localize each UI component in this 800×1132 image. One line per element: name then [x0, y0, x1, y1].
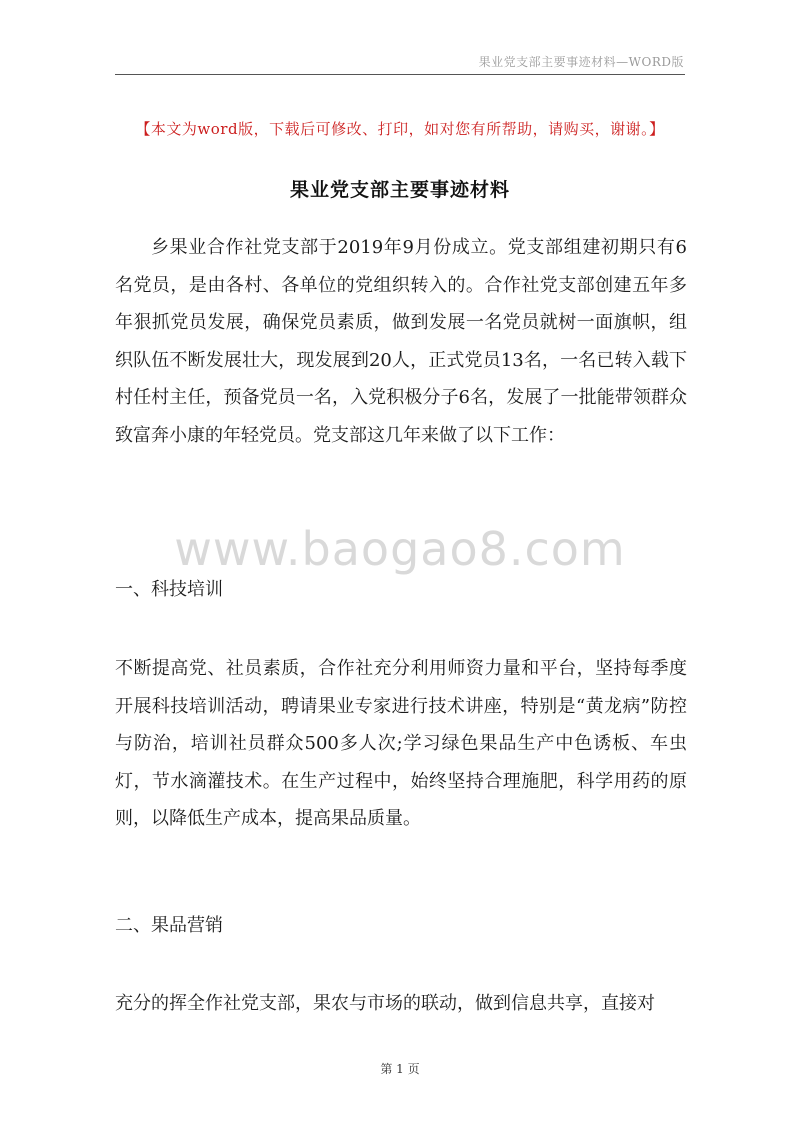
section-body-marketing [115, 985, 687, 1023]
training-text: 不断提高党、社员素质，合作社充分利用师资力量和平台，坚持每季度开展科技培训活动，聘请果业专家进行技术讲座，特别是“黄龙病”防控与防治，培训社员群众500多人次;学习绿色果品生产中色诱板、车虫灯，节水滴灌技术。在生产过程中，始终坚持合理施肥，科学用药的原则，以降低生产成本，提高果品质量。 [115, 658, 687, 829]
section-heading-training: 一、科技培训 [115, 579, 223, 600]
marketing-text: 充分的挥全作社党支部，果农与市场的联动，做到信息共享，直接对 [115, 993, 655, 1014]
intro-paragraph [115, 229, 687, 454]
download-notice: 【本文为word版，下载后可修改、打印，如对您有所帮助，请购买，谢谢。】 [135, 120, 665, 138]
running-header: 果业党支部主要事迹材料—WORD版 [478, 55, 684, 69]
intro-text: 乡果业合作社党支部于2019年9月份成立。党支部组建初期只有6名党员，是由各村、各单位的党组织转入的。合作社党支部创建五年多年狠抓党员发展，确保党员素质，做到发展一名党员就树一面旗帜，组织队伍不断发展壮大，现发展到20人，正式党员13名，一名已转入载下村任村主任，预备党员一名，入党积极分子6名，发展了一批能带领群众致富奔小康的年轻党员。党支部这几年来做了以下工作： [115, 237, 687, 446]
page-number: 第 1 页 [380, 1062, 420, 1076]
watermark: www.baogao8.com [174, 522, 626, 576]
section-body-training [115, 650, 687, 838]
document-title: 果业党支部主要事迹材料 [289, 179, 510, 201]
header-divider [115, 74, 685, 75]
section-heading-marketing: 二、果品营销 [115, 915, 223, 936]
